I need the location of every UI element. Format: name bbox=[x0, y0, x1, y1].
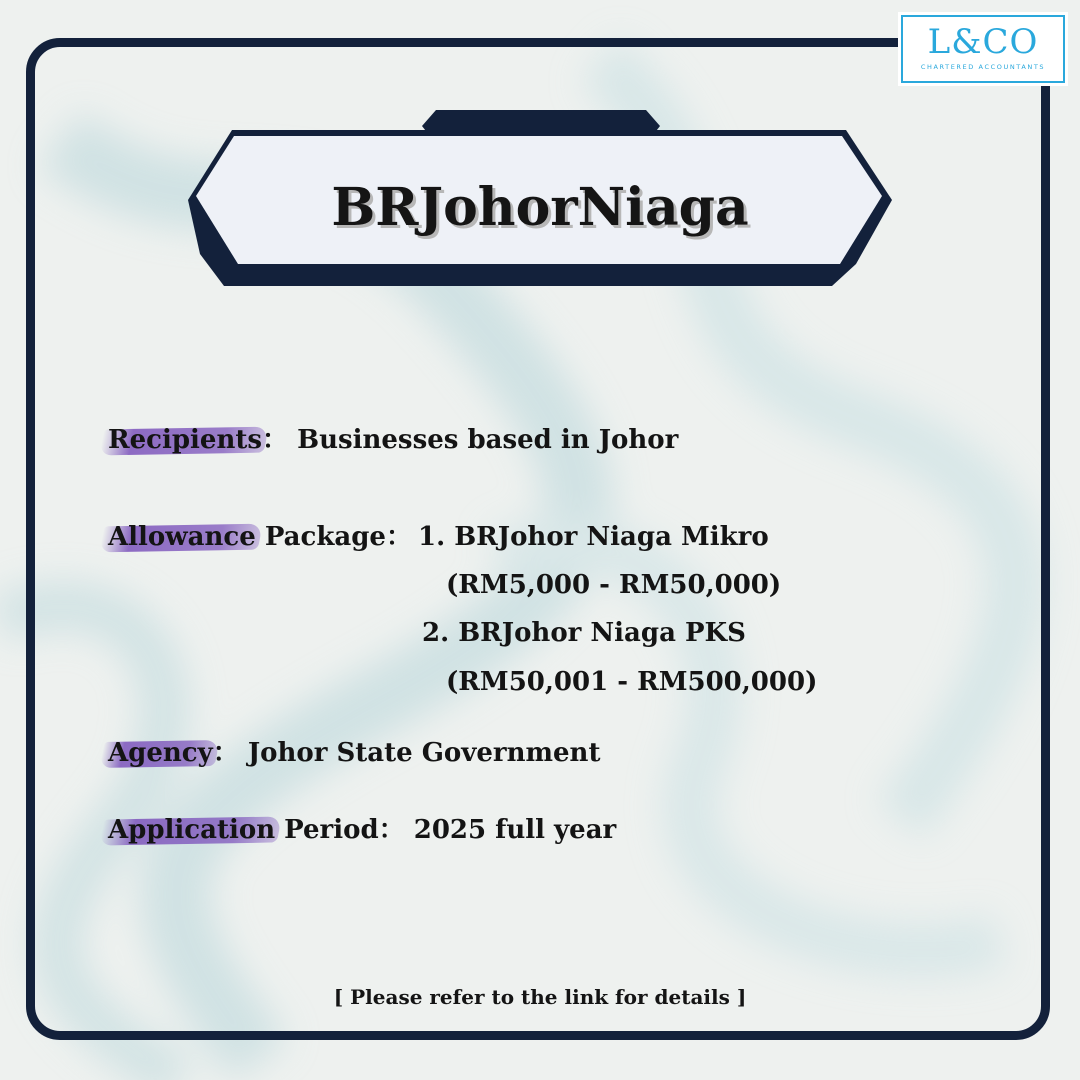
agency-label: Agency bbox=[108, 733, 213, 773]
application-label-rest: Period bbox=[275, 815, 379, 845]
allowance-row bbox=[108, 517, 412, 557]
allowance-label-rest: Package bbox=[255, 522, 386, 552]
allowance-separator: ： bbox=[385, 522, 412, 552]
recipients-value: Businesses based in Johor bbox=[297, 425, 679, 455]
agency-row bbox=[108, 733, 600, 773]
application-separator: ： bbox=[378, 815, 405, 845]
application-row bbox=[108, 810, 616, 850]
details-link-note: [ Please refer to the link for details ] bbox=[333, 985, 747, 1009]
allowance-label-highlight: Allowance bbox=[108, 517, 256, 557]
application-value: 2025 full year bbox=[413, 815, 617, 845]
agency-value: Johor State Government bbox=[247, 738, 601, 768]
package-item-2: 2. BRJohor Niaga PKS bbox=[422, 618, 746, 648]
recipients-separator: ： bbox=[262, 425, 289, 455]
agency-separator: ： bbox=[212, 738, 239, 768]
package-item-1: 1. BRJohor Niaga Mikro bbox=[418, 522, 769, 552]
package-item-1-range: (RM5,000 - RM50,000) bbox=[446, 570, 782, 600]
logo-wordmark: L&CO bbox=[927, 22, 1039, 62]
recipients-label: Recipients bbox=[108, 420, 262, 460]
page-title: BRJohorNiaga bbox=[331, 177, 749, 238]
application-label-highlight: Application bbox=[108, 810, 275, 850]
recipients-row bbox=[108, 420, 678, 460]
logo-tagline: CHARTERED ACCOUNTANTS bbox=[920, 63, 1046, 71]
package-item-2-range: (RM50,001 - RM500,000) bbox=[446, 667, 818, 697]
